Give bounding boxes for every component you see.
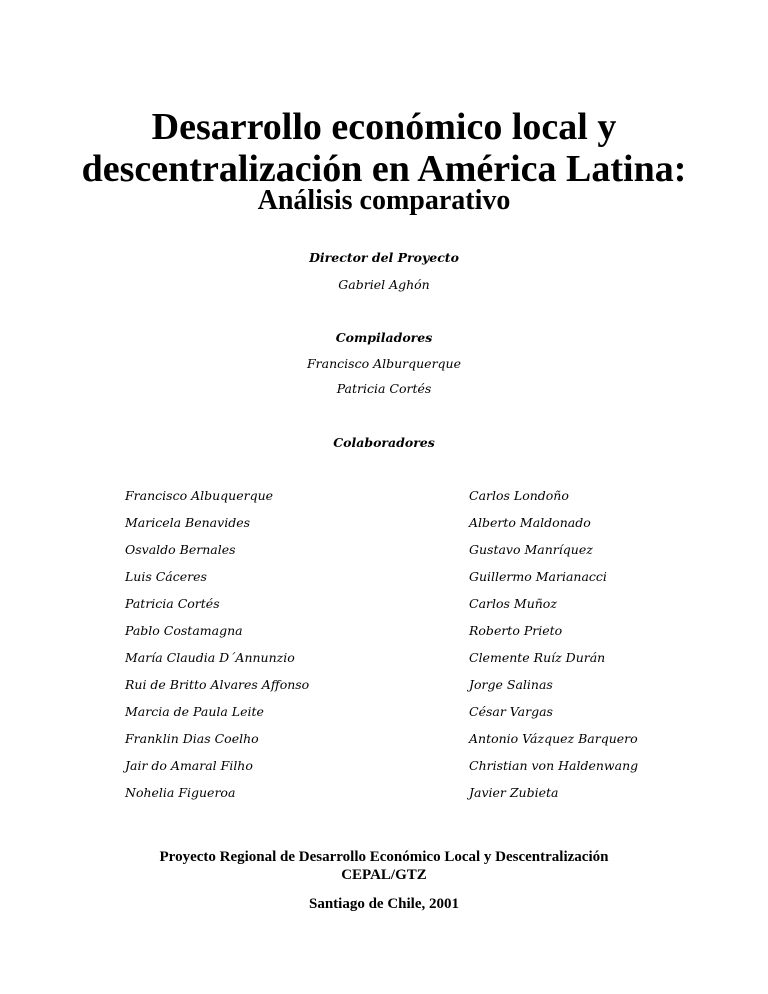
director-name-block: [0, 277, 768, 293]
subtitle: Análisis comparativo: [257, 185, 511, 216]
title-line-2: descentralización en América Latina:: [81, 148, 687, 190]
director-name: Gabriel Aghón: [338, 277, 430, 292]
compilador-1-block: [0, 356, 768, 372]
collab-name-right: Carlos Londoño: [469, 488, 569, 503]
collab-name-left: Pablo Costamagna: [125, 623, 243, 638]
collab-row: [0, 488, 768, 506]
collab-name-left: Jair do Amaral Filho: [125, 758, 253, 773]
collab-name-right: Jorge Salinas: [469, 677, 553, 692]
collab-name-right: Christian von Haldenwang: [469, 758, 639, 773]
collab-name-right: Alberto Maldonado: [469, 515, 591, 530]
collab-name-left: Marcia de Paula Leite: [125, 704, 264, 719]
footer-project: Proyecto Regional de Desarrollo Económico Local y Descentralización: [159, 849, 609, 865]
collab-row: [0, 542, 768, 560]
title-line-1: Desarrollo económico local y: [151, 106, 617, 148]
collab-name-right: Gustavo Manríquez: [469, 542, 593, 557]
collab-row: [0, 785, 768, 803]
collab-name-right: Clemente Ruíz Durán: [469, 650, 606, 665]
compiladores-heading-block: [0, 330, 768, 346]
collab-row: [0, 731, 768, 749]
collab-name-left: Nohelia Figueroa: [125, 785, 236, 800]
collab-row: [0, 569, 768, 587]
collab-name-right: Carlos Muñoz: [469, 596, 557, 611]
collab-row: [0, 623, 768, 641]
collab-name-left: Patricia Cortés: [125, 596, 220, 611]
compilador-name: Francisco Alburquerque: [307, 356, 461, 371]
collab-name-left: Francisco Albuquerque: [125, 488, 274, 503]
collab-name-right: César Vargas: [469, 704, 553, 719]
collab-name-left: María Claudia D´Annunzio: [125, 650, 295, 665]
collab-row: [0, 596, 768, 614]
collab-name-left: Franklin Dias Coelho: [125, 731, 259, 746]
director-heading: Director del Proyecto: [309, 250, 459, 265]
collab-name-left: Luis Cáceres: [125, 569, 207, 584]
colaboradores-heading-block: [0, 435, 768, 451]
collab-name-left: Osvaldo Bernales: [125, 542, 236, 557]
collab-name-right: Guillermo Marianacci: [469, 569, 607, 584]
compilador-2-block: [0, 381, 768, 397]
colaboradores-heading: Colaboradores: [333, 435, 435, 450]
footer-organization: CEPAL/GTZ: [341, 867, 427, 883]
compiladores-heading: Compiladores: [335, 330, 433, 345]
collab-name-right: Antonio Vázquez Barquero: [469, 731, 638, 746]
collab-row: [0, 758, 768, 776]
compilador-name: Patricia Cortés: [336, 381, 432, 396]
collab-name-left: Rui de Britto Alvares Affonso: [125, 677, 310, 692]
footer-place-date: Santiago de Chile, 2001: [308, 896, 459, 912]
collab-row: [0, 677, 768, 695]
collab-row: [0, 704, 768, 722]
director-heading-block: [0, 250, 768, 266]
collab-name-right: Javier Zubieta: [469, 785, 559, 800]
collab-row: [0, 515, 768, 533]
collab-name-left: Maricela Benavides: [125, 515, 251, 530]
collab-name-right: Roberto Prieto: [469, 623, 563, 638]
collab-row: [0, 650, 768, 668]
